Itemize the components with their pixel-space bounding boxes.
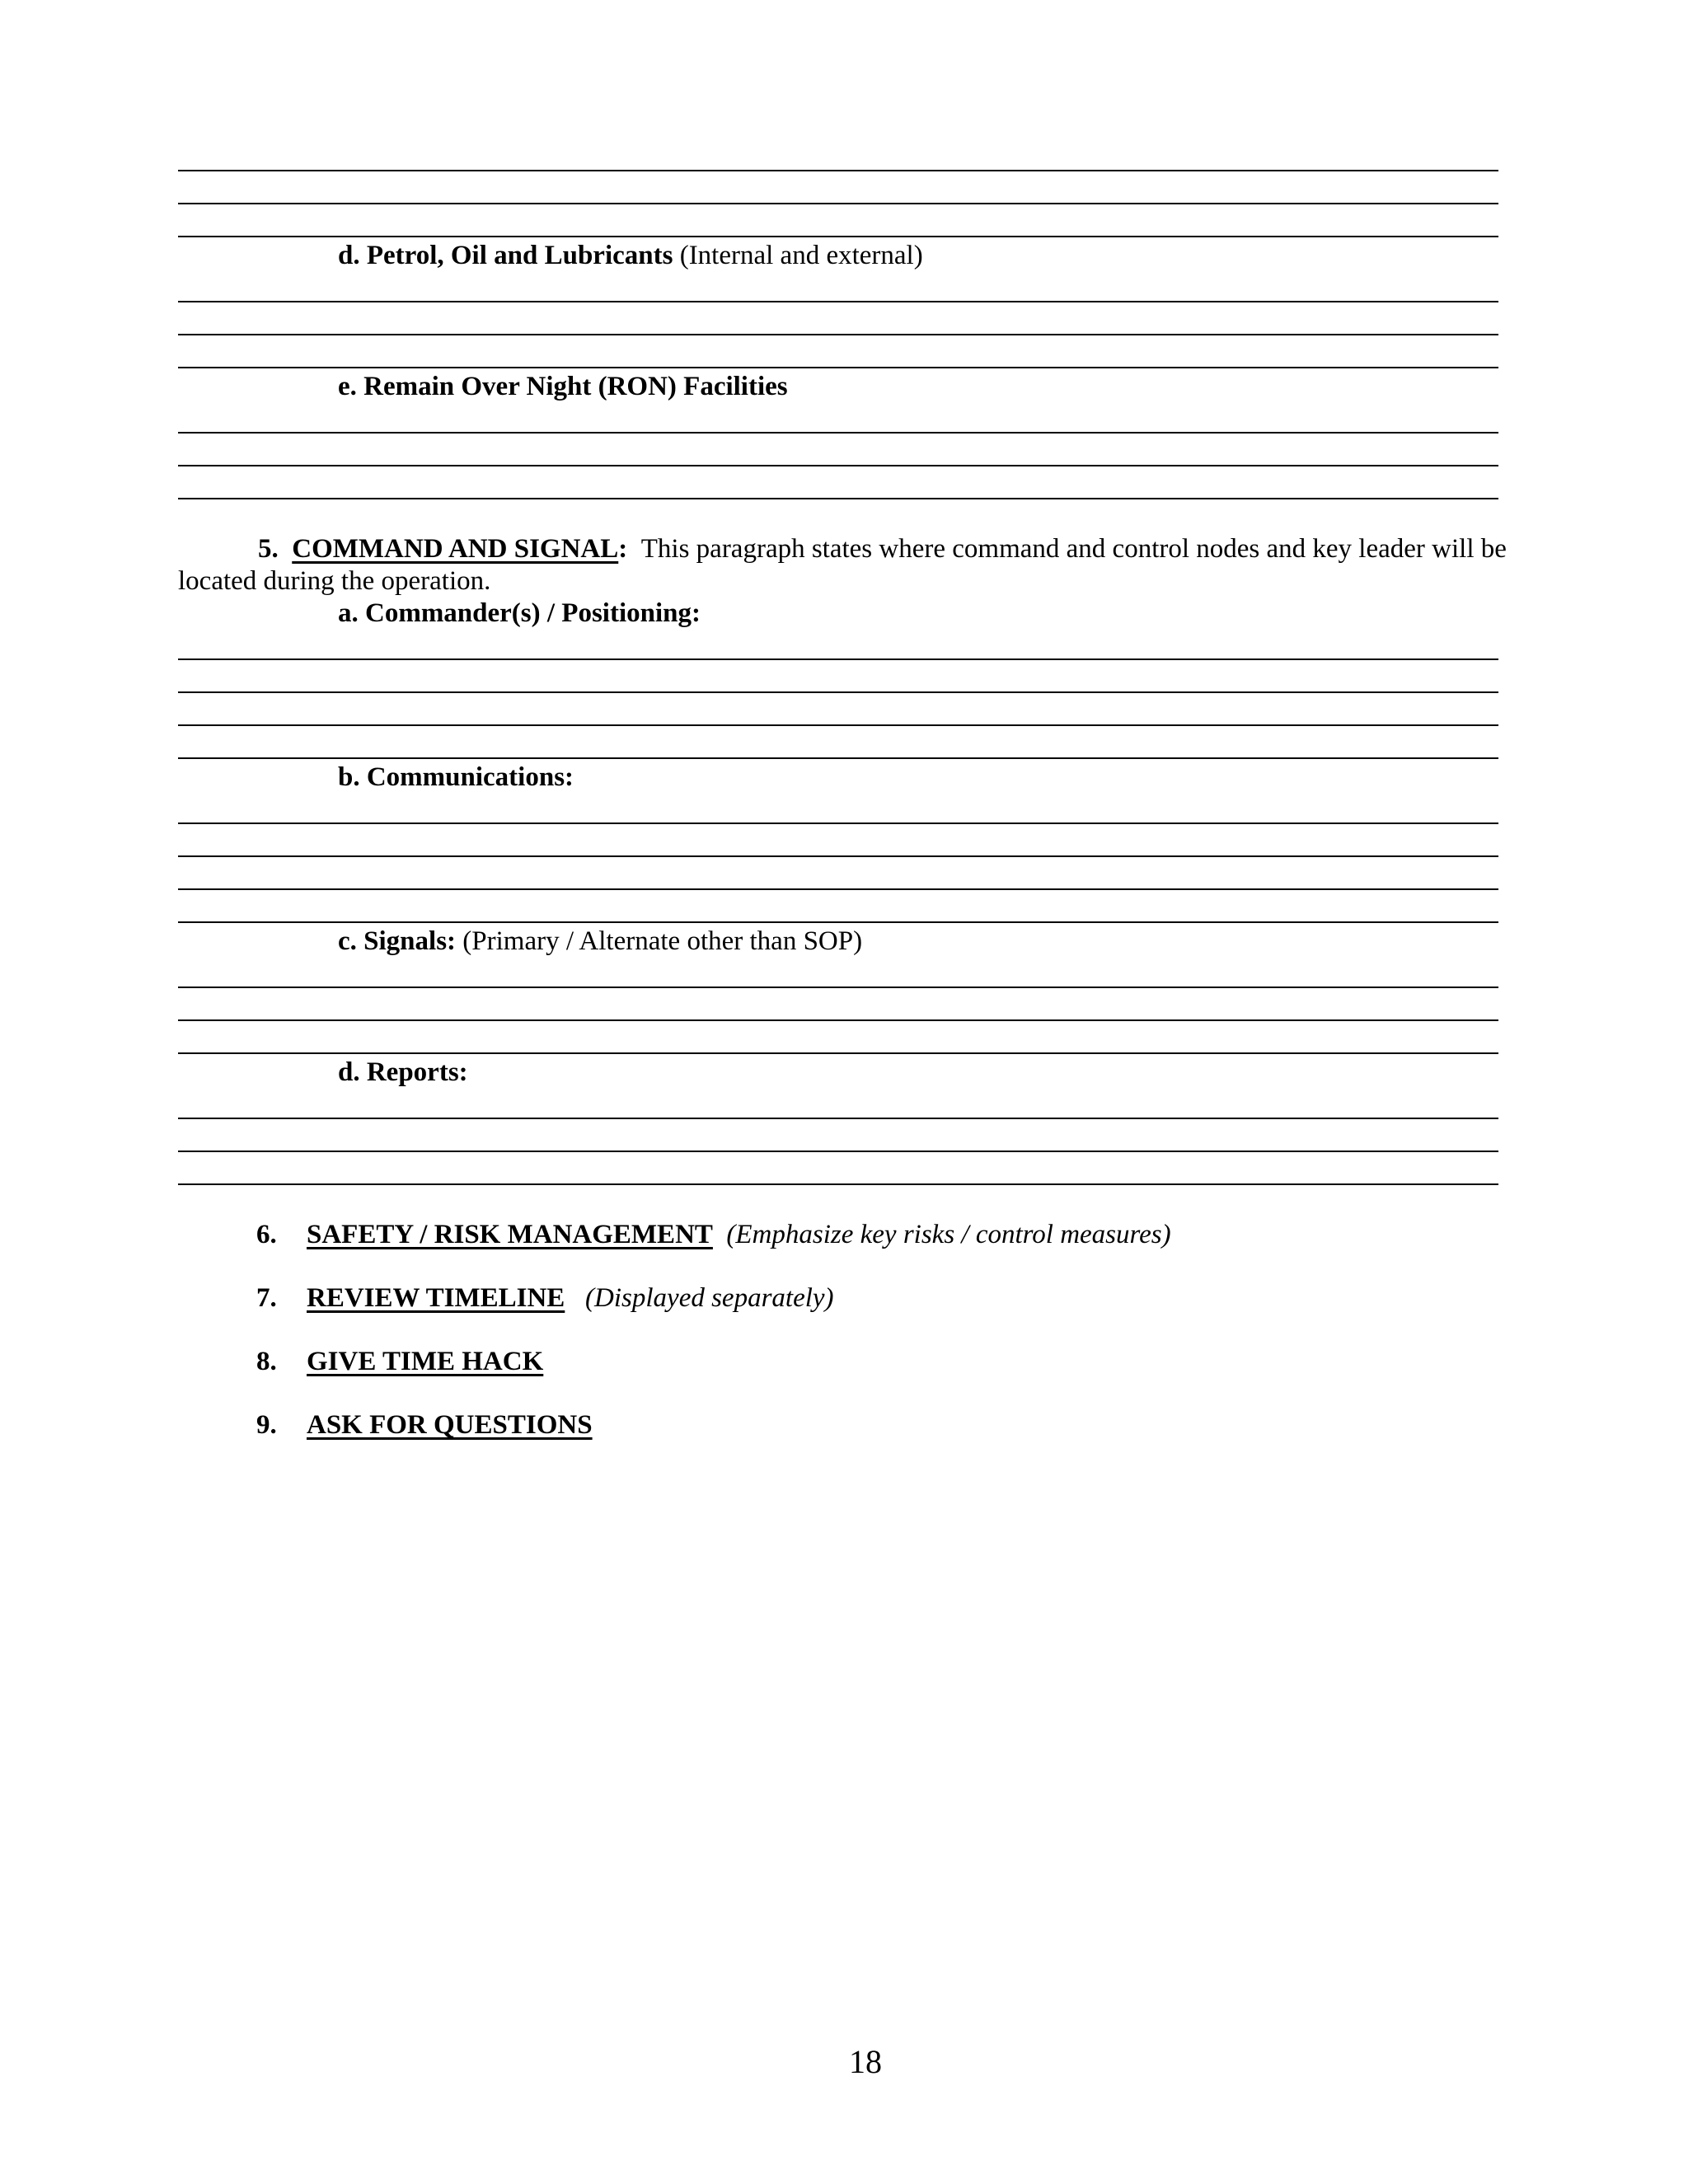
writing-line — [178, 498, 1498, 499]
writing-line — [178, 432, 1498, 434]
page-number: 18 — [849, 2043, 882, 2080]
item-title: ASK FOR QUESTIONS — [307, 1410, 593, 1440]
item-number: 7. — [256, 1283, 277, 1313]
item-number: 9. — [256, 1410, 277, 1440]
writing-line — [178, 203, 1498, 204]
writing-line — [178, 823, 1498, 824]
writing-line — [178, 888, 1498, 890]
item-number: 6. — [256, 1220, 277, 1249]
item-title: REVIEW TIMELINE — [307, 1283, 565, 1313]
section-5-text-line1: This paragraph states where command and control nodes and key leader will be — [640, 534, 1507, 564]
item-note: (Emphasize key risks / control measures) — [726, 1220, 1171, 1249]
item-note: (Displayed separately) — [585, 1283, 834, 1313]
writing-line — [178, 987, 1498, 988]
section-5-text-line2: located during the operation. — [178, 566, 491, 596]
writing-line — [178, 465, 1498, 466]
section-5-heading — [258, 532, 1507, 565]
item-number: 8. — [256, 1347, 277, 1376]
writing-line — [178, 236, 1498, 237]
subsection-5c-label: c. Signals: — [338, 926, 457, 956]
writing-line — [178, 724, 1498, 726]
writing-line — [178, 658, 1498, 660]
writing-line — [178, 1118, 1498, 1119]
writing-line — [178, 691, 1498, 693]
subsection-5c-note: (Primary / Alternate other than SOP) — [456, 926, 863, 956]
writing-line — [178, 855, 1498, 857]
writing-line — [178, 301, 1498, 302]
writing-line — [178, 921, 1498, 923]
section-5-title: COMMAND AND SIGNAL — [292, 534, 619, 564]
subsection-4d-heading — [338, 239, 923, 272]
section-5-number: 5. — [258, 534, 279, 564]
subsection-4d-label: d. Petrol, Oil and Lubricants — [338, 241, 673, 270]
writing-line — [178, 170, 1498, 171]
section-5-colon: : — [618, 534, 628, 564]
writing-line — [178, 1183, 1498, 1185]
subsection-5c-heading — [338, 925, 862, 958]
subsection-5b-label: b. Communications: — [338, 762, 574, 792]
subsection-4d-note: (Internal and external) — [673, 241, 923, 270]
writing-line — [178, 367, 1498, 368]
writing-line — [178, 757, 1498, 759]
writing-line — [178, 1151, 1498, 1152]
item-title: GIVE TIME HACK — [307, 1347, 544, 1376]
writing-line — [178, 1052, 1498, 1054]
item-title: SAFETY / RISK MANAGEMENT — [307, 1220, 713, 1249]
subsection-4e-label: e. Remain Over Night (RON) Facilities — [338, 372, 788, 401]
writing-line — [178, 1019, 1498, 1021]
writing-line — [178, 334, 1498, 335]
subsection-5a-label: a. Commander(s) / Positioning: — [338, 598, 701, 628]
subsection-5d-label: d. Reports: — [338, 1057, 468, 1087]
